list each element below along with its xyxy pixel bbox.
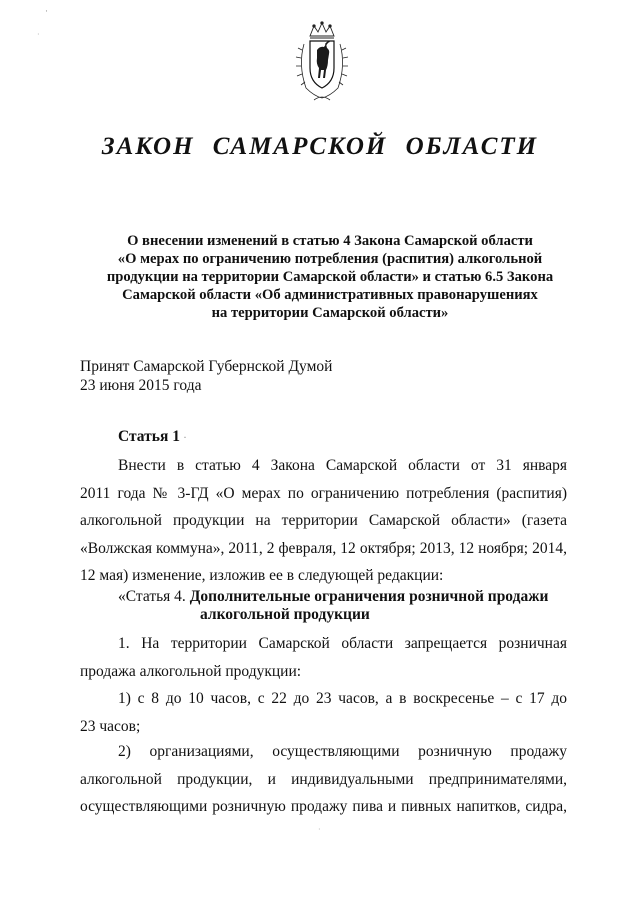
paragraph-line: алкогольной продукции на территории Самарской области» (газета xyxy=(80,512,567,529)
adoption-date: 23 июня 2015 года xyxy=(80,377,202,394)
article-heading-text: Статья 1 xyxy=(118,428,180,445)
subject-line: продукции на территории Самарской области» и статью 6.5 Закона xyxy=(106,269,554,285)
article-1-heading xyxy=(118,428,187,446)
paragraph-line: 2) организациями, осуществляющими розничную продажу xyxy=(118,743,567,760)
subject-line: на территории Самарской области» xyxy=(211,305,449,321)
paragraph-line: 12 мая) изменение, изложив ее в следующей редакции: xyxy=(80,567,444,584)
article-1-paragraph xyxy=(80,452,567,590)
paragraph-line: 2011 года № 3-ГД «О мерах по ограничению потребления (распития) xyxy=(80,484,567,502)
adoption-body: Принят Самарской Губернской Думой xyxy=(80,358,333,375)
scan-artifact: · xyxy=(182,430,187,444)
quoted-article-4-heading xyxy=(80,588,567,624)
paragraph-line: 23 часов; xyxy=(80,717,141,735)
paragraph-line: «Волжская коммуна», 2011, 2 февраля, 12 октября; 2013, 12 ноября; 2014, xyxy=(80,539,567,557)
paragraph-line: осуществляющими розничную продажу пива и пивных напитков, сидра, xyxy=(80,798,567,815)
item-1 xyxy=(80,630,567,685)
scan-artifact: · xyxy=(318,825,321,834)
paragraph-line: алкогольной продукции, и индивидуальными предпринимателями, xyxy=(80,770,567,788)
paragraph-line: 1) с 8 до 10 часов, с 22 до 23 часов, а в воскресенье – с 17 до xyxy=(118,690,567,707)
law-subject xyxy=(95,232,565,322)
item-1-subitem-2 xyxy=(80,738,567,821)
scan-artifact: · xyxy=(45,6,48,16)
scan-artifact: · xyxy=(37,30,40,39)
quoted-article-heading-line xyxy=(80,588,567,606)
item-1-subitem-1 xyxy=(80,685,567,740)
subject-line: Самарской области «Об административных правонарушениях xyxy=(122,287,538,303)
paragraph-line: 1. На территории Самарской области запрещается розничная xyxy=(118,635,567,652)
law-title: ЗАКОН САМАРСКОЙ ОБЛАСТИ xyxy=(101,133,539,160)
subject-line: О внесении изменений в статью 4 Закона Самарской области xyxy=(127,233,533,249)
subject-line: «О мерах по ограничению потребления (распития) алкогольной xyxy=(117,251,543,267)
quoted-article-title-line2: алкогольной продукции xyxy=(200,606,370,623)
paragraph-line: Внести в статью 4 Закона Самарской области от 31 января xyxy=(118,457,567,474)
quoted-article-title: Дополнительные ограничения розничной продажи xyxy=(189,588,549,605)
quoted-article-prefix: «Статья 4. xyxy=(118,588,190,605)
adoption-note xyxy=(80,357,332,395)
samara-oblast-coat-of-arms-icon xyxy=(290,20,354,104)
paragraph-line: продажа алкогольной продукции: xyxy=(80,662,302,680)
